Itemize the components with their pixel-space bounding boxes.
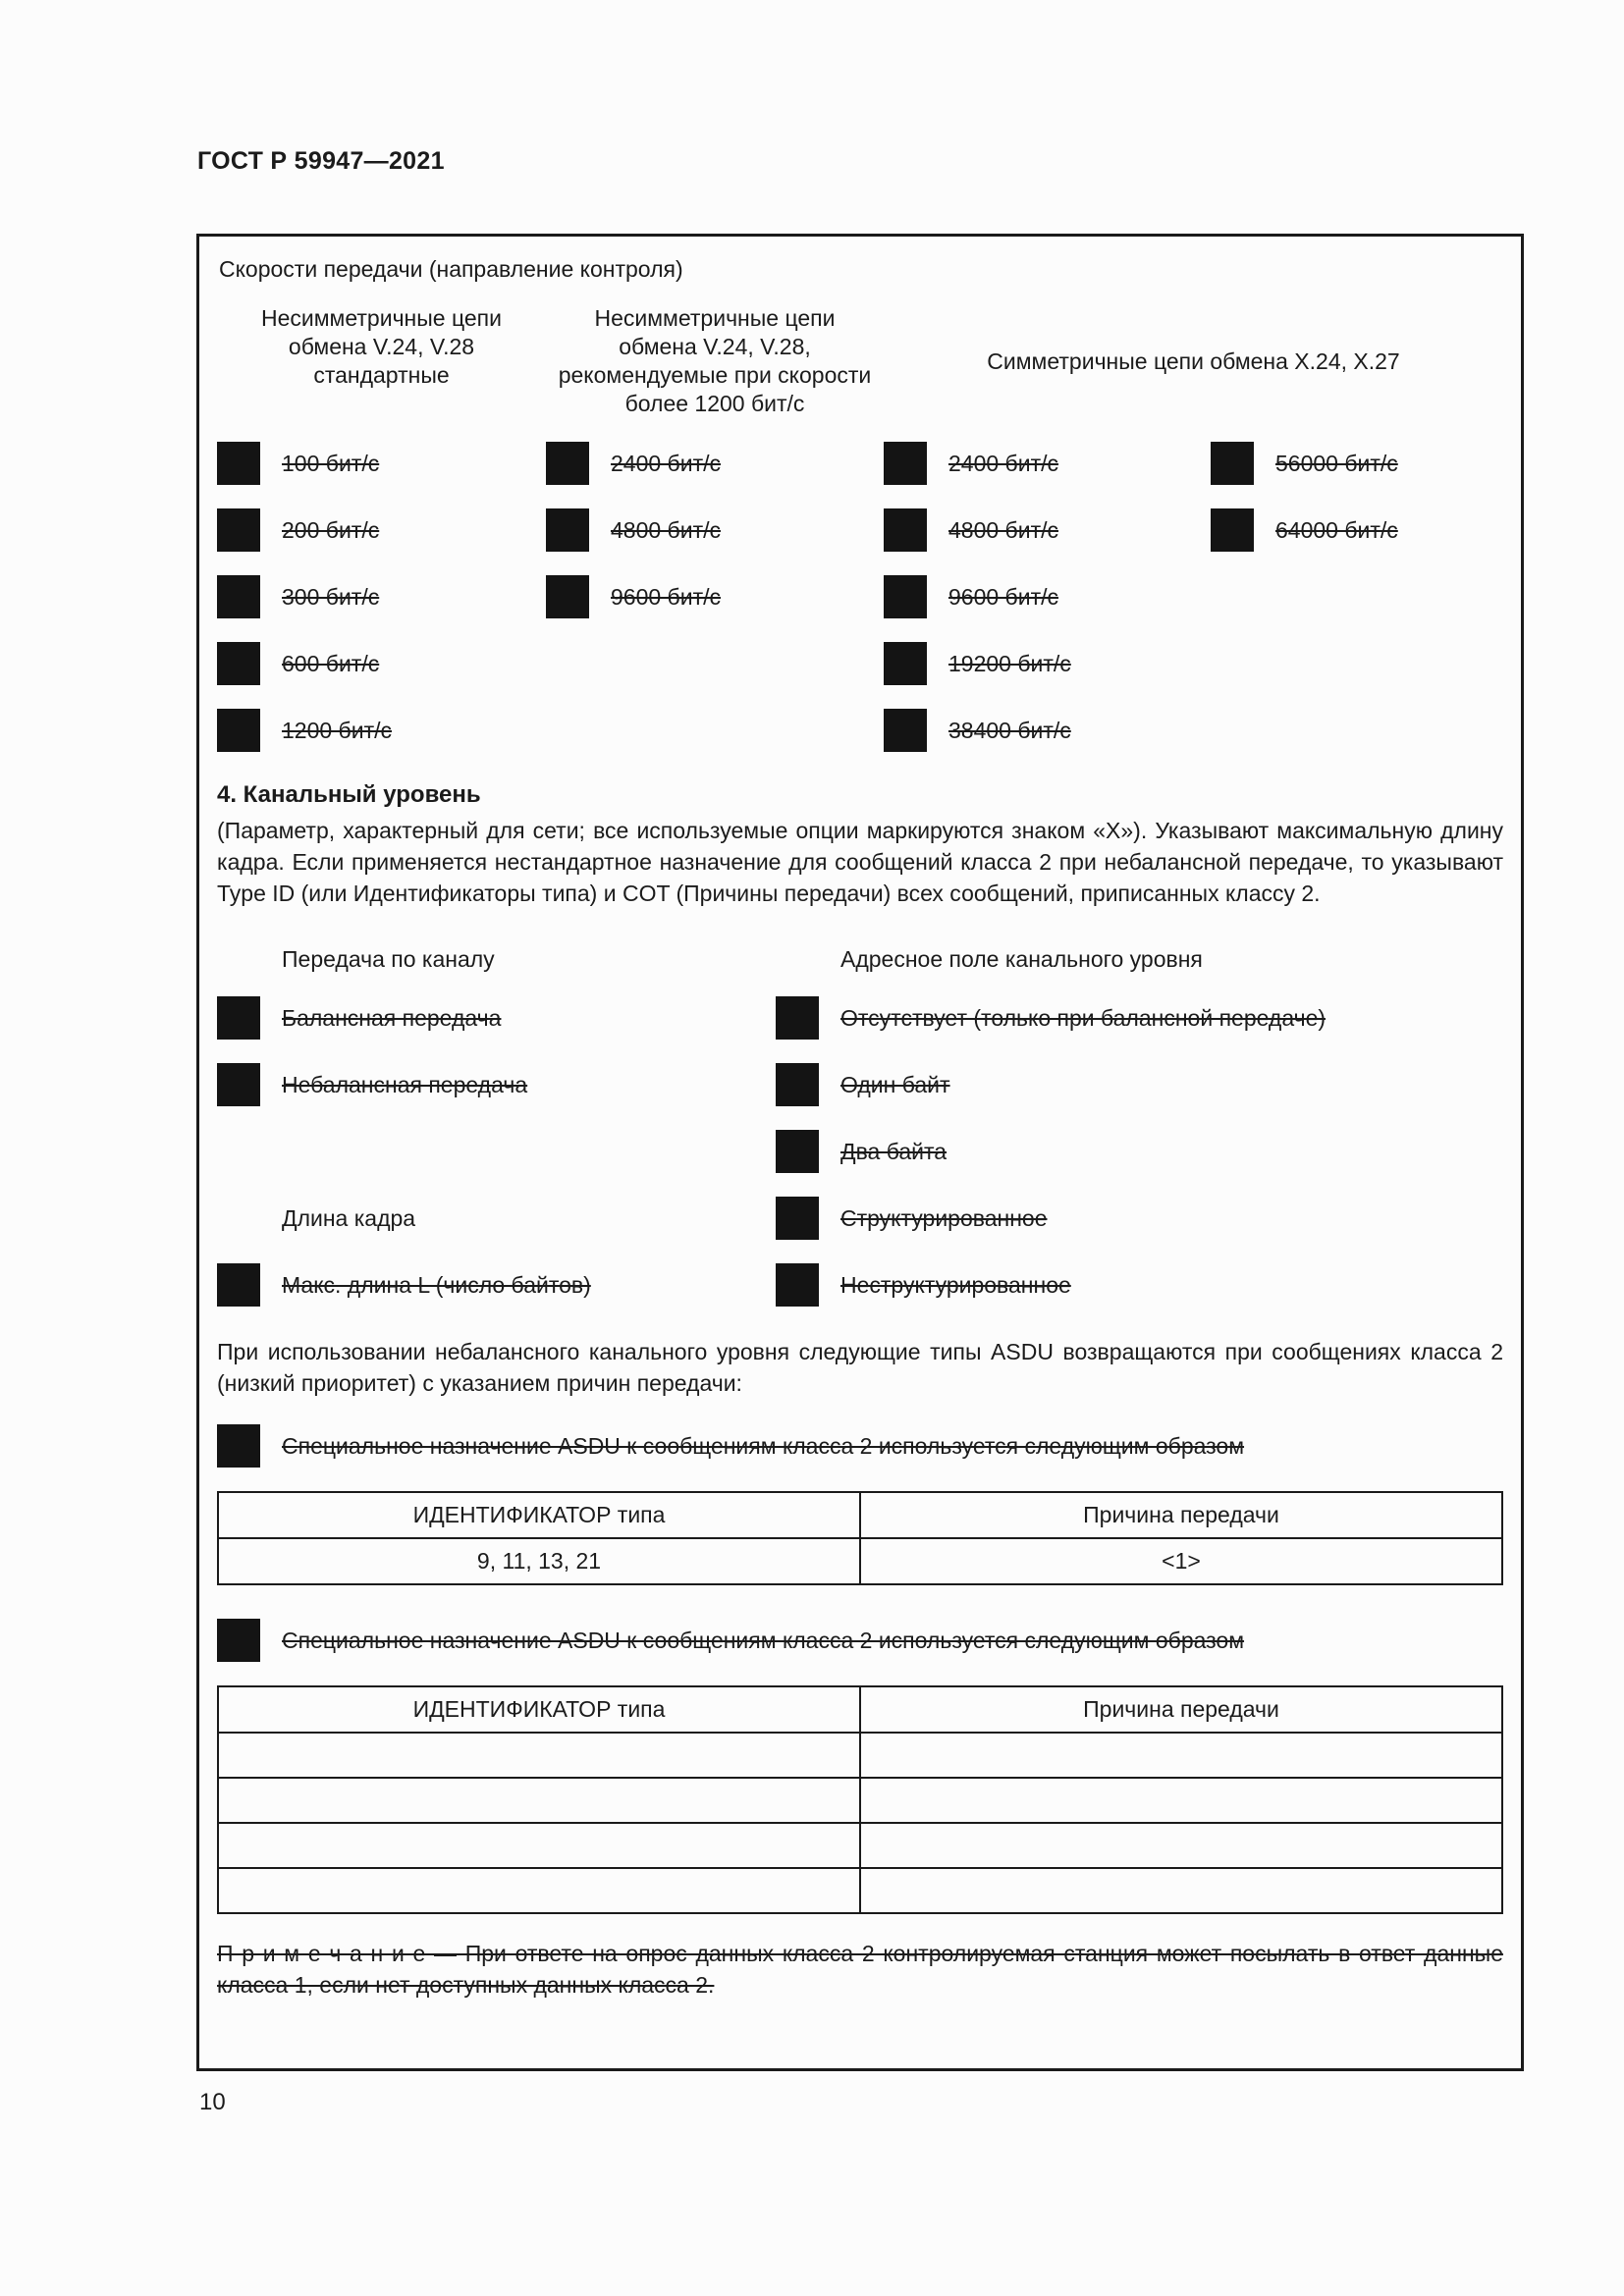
speed-option-label: 1200 бит/с xyxy=(282,717,393,743)
option-checkbox[interactable] xyxy=(217,1263,260,1307)
address-field-option xyxy=(776,1263,1503,1307)
table-row xyxy=(218,1538,1502,1584)
speed-option-label: 2400 бит/с xyxy=(611,450,722,476)
spacer xyxy=(546,709,884,752)
address-field-option xyxy=(776,996,1503,1040)
speed-option xyxy=(546,575,884,618)
table-cell-cot xyxy=(860,1823,1502,1868)
frame-length-option xyxy=(217,1263,776,1307)
frame-length-header: Длина кадра xyxy=(282,1204,416,1231)
speed-option xyxy=(217,709,546,752)
option-checkbox[interactable] xyxy=(1211,508,1254,552)
option-label: Макс. длина L (число байтов) xyxy=(282,1271,591,1298)
option-checkbox[interactable] xyxy=(217,508,260,552)
option-label: Структурированное xyxy=(840,1204,1048,1231)
option-label: Отсутствует (только при балансной передаче) xyxy=(840,1004,1326,1031)
spacer xyxy=(217,1130,776,1173)
speed-option xyxy=(546,508,884,552)
option-checkbox[interactable] xyxy=(776,996,819,1040)
page-number: 10 xyxy=(199,2089,226,2115)
option-checkbox[interactable] xyxy=(217,642,260,685)
speed-option xyxy=(217,442,546,485)
option-checkbox[interactable] xyxy=(776,1063,819,1106)
transmission-option xyxy=(217,996,776,1040)
table-cell-cot xyxy=(860,1778,1502,1823)
option-checkbox[interactable] xyxy=(217,1619,260,1662)
speed-option-label: 19200 бит/с xyxy=(948,650,1071,676)
table-cell-cot xyxy=(860,1733,1502,1778)
speed-option-label: 4800 бит/с xyxy=(611,516,722,543)
speed-option xyxy=(217,575,546,618)
option-checkbox[interactable] xyxy=(884,442,927,485)
column-header-balanced: Симметричные цепи обмена X.24, X.27 xyxy=(987,347,1400,374)
section-title: 4. Канальный уровень xyxy=(217,781,481,808)
table-header-type-id: ИДЕНТИФИКАТОР типа xyxy=(218,1492,860,1538)
speed-option-label: 64000 бит/с xyxy=(1275,516,1398,543)
spacer xyxy=(1211,575,1503,618)
right-column-header: Адресное поле канального уровня xyxy=(840,946,1203,972)
speed-option-label: 100 бит/с xyxy=(282,450,380,476)
table-cell-cot: <1> xyxy=(860,1538,1502,1584)
option-label: Один байт xyxy=(840,1071,950,1097)
column-header-unbalanced-recommended: Несимметричные цепи обмена V.24, V.28, рекомендуемые при скорости более 1200 бит/с xyxy=(558,305,872,416)
option-checkbox[interactable] xyxy=(884,575,927,618)
address-field-option xyxy=(776,1197,1503,1240)
option-label: Небалансная передача xyxy=(282,1071,528,1097)
asdu-table-1 xyxy=(217,1491,1503,1585)
spacer xyxy=(546,642,884,685)
speed-option-label: 2400 бит/с xyxy=(948,450,1059,476)
table-header-row xyxy=(218,1492,1502,1538)
spacer xyxy=(1211,642,1503,685)
speed-option-label: 300 бит/с xyxy=(282,583,380,610)
option-checkbox[interactable] xyxy=(884,642,927,685)
table-header-cot: Причина передачи xyxy=(860,1492,1502,1538)
speed-option xyxy=(217,508,546,552)
option-checkbox[interactable] xyxy=(884,709,927,752)
speed-option xyxy=(884,442,1211,485)
speed-option-label: 600 бит/с xyxy=(282,650,380,676)
table-cell-type-id xyxy=(218,1868,860,1913)
note: П р и м е ч а н и е — При ответе на опрос данных класса 2 контролируемая станция может посылать в ответ данные класса 1, если нет доступных данных класса 2. xyxy=(217,1941,1503,1998)
address-field-option xyxy=(776,1130,1503,1173)
option-checkbox[interactable] xyxy=(546,442,589,485)
option-label: Два байта xyxy=(840,1138,947,1164)
form-box xyxy=(196,234,1524,2071)
column-header-unbalanced-standard: Несимметричные цепи обмена V.24, V.28 стандартные xyxy=(261,305,502,388)
option-checkbox[interactable] xyxy=(217,996,260,1040)
speed-option-label: 4800 бит/с xyxy=(948,516,1059,543)
speed-option-label: 9600 бит/с xyxy=(611,583,722,610)
table-cell-type-id xyxy=(218,1778,860,1823)
option-checkbox[interactable] xyxy=(776,1130,819,1173)
table-cell-cot xyxy=(860,1868,1502,1913)
option-label: Неструктурированное xyxy=(840,1271,1071,1298)
speed-option-label: 200 бит/с xyxy=(282,516,380,543)
table-header-cot: Причина передачи xyxy=(860,1686,1502,1733)
option-label: Специальное назначение ASDU к сообщениям класса 2 используется следующим образом xyxy=(282,1432,1245,1459)
speed-option xyxy=(1211,442,1503,485)
option-checkbox[interactable] xyxy=(1211,442,1254,485)
table-cell-type-id xyxy=(218,1733,860,1778)
speed-option-label: 9600 бит/с xyxy=(948,583,1059,610)
table-row xyxy=(218,1733,1502,1778)
speed-option xyxy=(884,575,1211,618)
speed-option xyxy=(884,709,1211,752)
asdu-table-2 xyxy=(217,1685,1503,1914)
speed-option-label: 56000 бит/с xyxy=(1275,450,1398,476)
option-checkbox[interactable] xyxy=(217,1063,260,1106)
spacer xyxy=(1211,709,1503,752)
speeds-title: Скорости передачи (направление контроля) xyxy=(219,256,683,282)
table-cell-type-id: 9, 11, 13, 21 xyxy=(218,1538,860,1584)
option-label: Балансная передача xyxy=(282,1004,502,1031)
option-checkbox[interactable] xyxy=(776,1263,819,1307)
table-row xyxy=(218,1778,1502,1823)
option-checkbox[interactable] xyxy=(546,575,589,618)
doc-header: ГОСТ Р 59947—2021 xyxy=(197,147,445,175)
transmission-option xyxy=(217,1063,776,1106)
option-label: Специальное назначение ASDU к сообщениям класса 2 используется следующим образом xyxy=(282,1627,1245,1653)
table-row xyxy=(218,1823,1502,1868)
option-checkbox[interactable] xyxy=(776,1197,819,1240)
table-cell-type-id xyxy=(218,1823,860,1868)
table-header-type-id: ИДЕНТИФИКАТОР типа xyxy=(218,1686,860,1733)
option-checkbox[interactable] xyxy=(884,508,927,552)
special-assignment-option-2 xyxy=(217,1619,1503,1662)
link-layer-intro: (Параметр, характерный для сети; все используемые опции маркируются знаком «X»). Указывают максимальную длину кадра. Если применяется нестандартное назначение для сообщений класса 2 при небалансной передаче, то указывают Type ID (или Идентификаторы типа) и COT (Причины передачи) всех сообщений, приписанных классу 2. xyxy=(217,818,1503,906)
table-header-row xyxy=(218,1686,1502,1733)
speed-option xyxy=(546,442,884,485)
speed-option-label: 38400 бит/с xyxy=(948,717,1071,743)
option-checkbox[interactable] xyxy=(217,1424,260,1468)
left-column-header: Передача по каналу xyxy=(282,946,495,972)
speed-option xyxy=(1211,508,1503,552)
address-field-option xyxy=(776,1063,1503,1106)
option-checkbox[interactable] xyxy=(217,442,260,485)
option-checkbox[interactable] xyxy=(217,709,260,752)
speed-options-grid xyxy=(217,442,1503,752)
option-checkbox[interactable] xyxy=(217,575,260,618)
speed-option xyxy=(217,642,546,685)
option-checkbox[interactable] xyxy=(546,508,589,552)
speed-option xyxy=(884,508,1211,552)
link-layer-options xyxy=(217,946,1503,1307)
table-row xyxy=(218,1868,1502,1913)
asdu-intro: При использовании небалансного канального уровня следующие типы ASDU возвращаются при сообщениях класса 2 (низкий приоритет) с указанием причин передачи: xyxy=(217,1339,1503,1396)
speed-option xyxy=(884,642,1211,685)
special-assignment-option-1 xyxy=(217,1424,1503,1468)
speed-column-headers xyxy=(217,304,1503,418)
